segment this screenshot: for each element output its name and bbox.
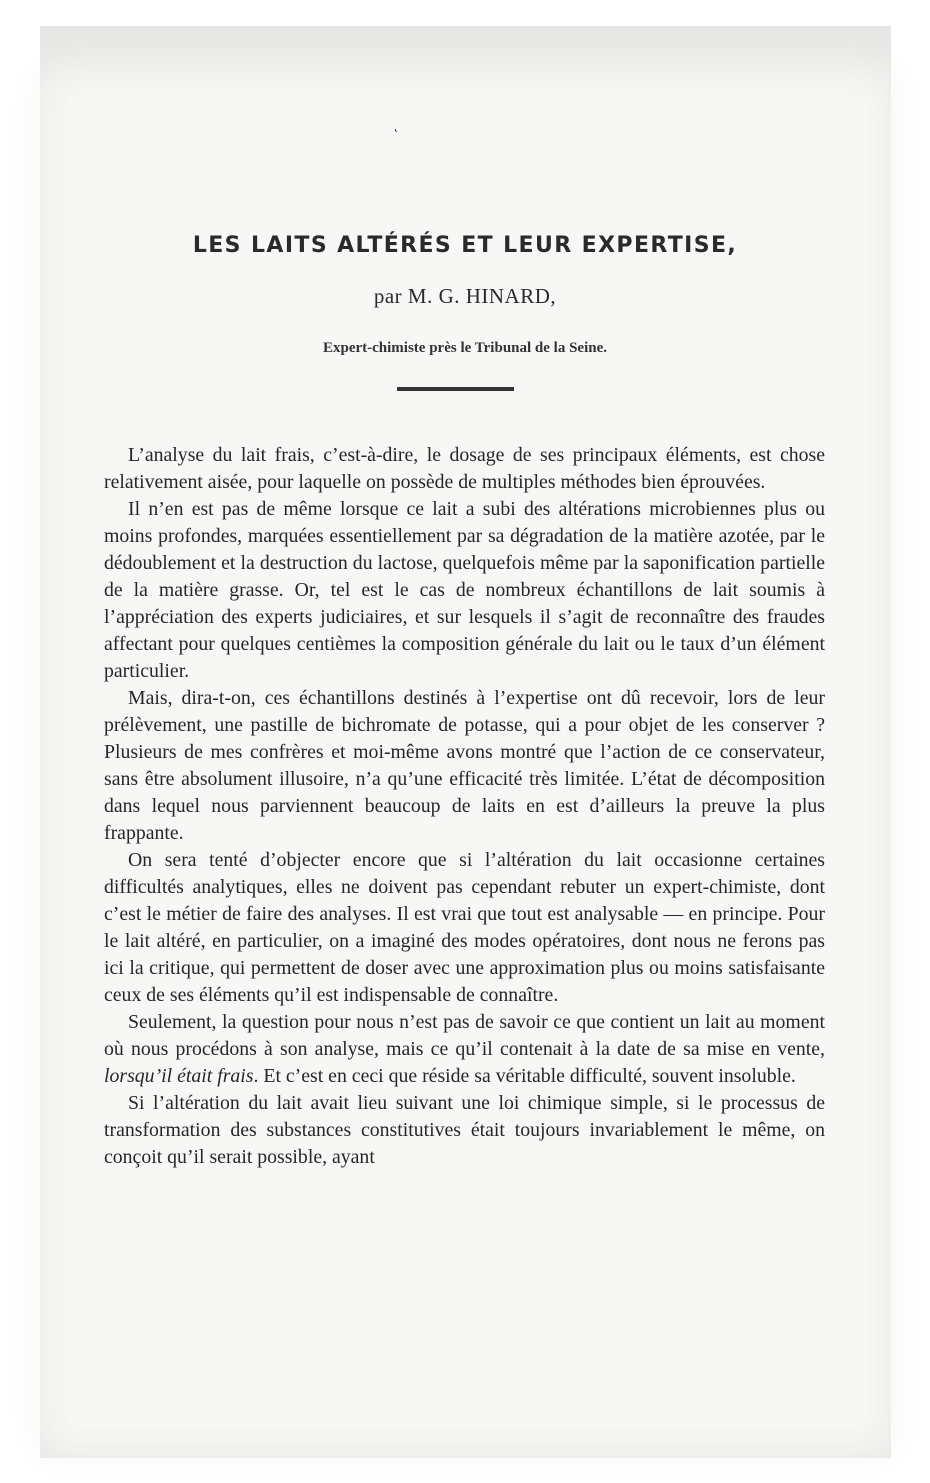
article-author: par M. G. HINARD, [373,284,557,308]
paragraph-5 [104,1009,825,1090]
paragraph-5-before: Seulement, la question pour nous n’est pas de savoir ce que contient un lait au moment où nous procédons à son analyse, mais ce qu’il contenait à la date de sa mise en vente, [104,1011,825,1060]
paragraph-1: L’analyse du lait frais, c’est-à-dire, le dosage de ses principaux éléments, est chose relativement aisée, pour laquelle on possède de multiples méthodes bien éprouvées. [104,444,825,493]
article-title: LES LAITS ALTÉRÉS ET LEUR EXPERTISE, [192,233,738,258]
paragraph-2: Il n’en est pas de même lorsque ce lait a subi des altérations microbiennes plus ou moins profondes, marquées essentiellement par sa dégradation de la matière azotée, par le dédoublement et la destruction du lactose, quelquefois même par la saponification partielle de la matière grasse. Or, tel est le cas de nombreux échantillons de lait soumis à l’appréciation des experts judiciaires, et sur lesquels il s’agit de reconnaître des fraudes affectant pour quelques centièmes la composition générale du lait ou le taux d’un élément particulier. [104,498,825,682]
paragraph-5-after: . Et c’est en ceci que réside sa véritable difficulté, souvent insoluble. [253,1065,796,1087]
paragraph-4: On sera tenté d’objecter encore que si l’altération du lait occasionne certaines difficultés analytiques, elles ne doivent pas cependant rebuter un expert-chimiste, dont c’est le métier de faire des analyses. Il est vrai que tout est analysable — en principe. Pour le lait altéré, en particulier, on a imaginé des modes opératoires, dont nous ne ferons pas ici la critique, qui permettent de doser avec une approximation plus ou moins satisfaisante ceux de ses éléments qu’il est indispensable de connaître. [104,849,825,1006]
author-affiliation: Expert-chimiste près le Tribunal de la Seine. [322,340,608,356]
paragraph-5-italic: lorsqu’il était frais [104,1065,254,1087]
paragraph-3: Mais, dira-t-on, ces échantillons destinés à l’expertise ont dû recevoir, lors de leur prélèvement, une pastille de bichromate de potasse, qui a pour objet de les conserver ? Plusieurs de mes confrères et moi-même avons montré que l’action de ce conservateur, sans être absolument illusoire, n’a qu’une efficacité très limitée. L’état de décomposition dans lequel nous parviennent beaucoup de laits en est d’ailleurs la preuve la plus frappante. [104,687,825,844]
article-body [104,442,825,1171]
paragraph-6: Si l’altération du lait avait lieu suivant une loi chimique simple, si le processus de transformation des substances constitutives était toujours invariablement le même, on conçoit qu’il serait possible, ayant [104,1092,825,1168]
ink-speck: ˛ [394,118,399,133]
title-separator-rule [397,387,514,391]
